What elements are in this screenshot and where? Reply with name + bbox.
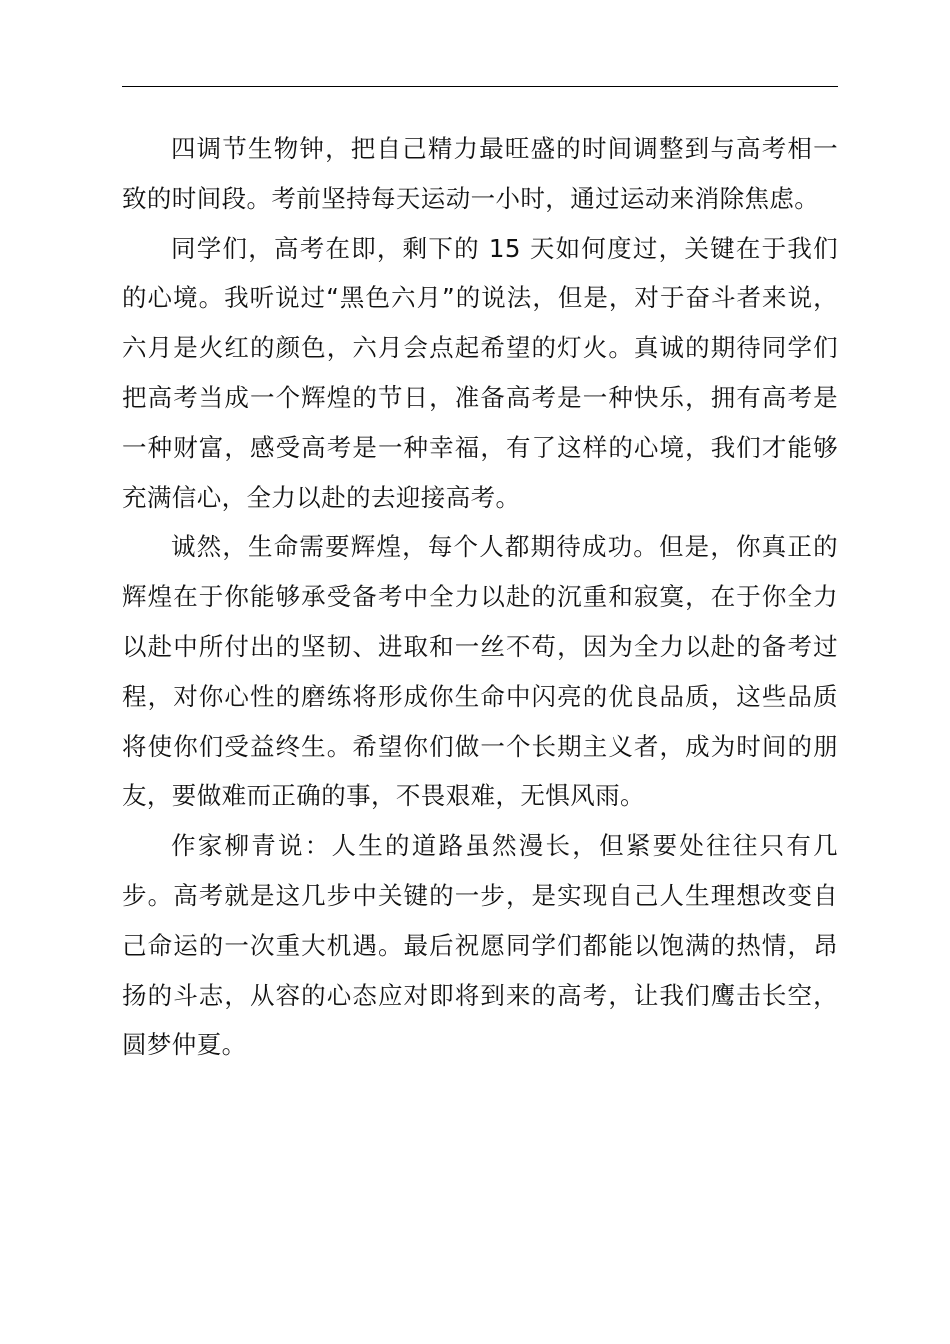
paragraph: 诚然，生命需要辉煌，每个人都期待成功。但是，你真正的辉煌在于你能够承受备考中全力以赴的沉重和寂寞，在于你全力以赴中所付出的坚韧、进取和一丝不苟，因为全力以赴的备考过程，对你心性的磨练将形成你生命中闪亮的优良品质，这些品质将使你们受益终生。希望你们做一个长期主义者，成为时间的朋友，要做难而正确的事，不畏艰难，无惧风雨。 — [122, 532, 838, 811]
paragraph: 作家柳青说：人生的道路虽然漫长，但紧要处往往只有几步。高考就是这几步中关键的一步，是实现自己人生理想改变自己命运的一次重大机遇。最后祝愿同学们都能以饱满的热情，昂扬的斗志，从容的心态应对即将到来的高考，让我们鹰击长空，圆梦仲夏。 — [122, 831, 838, 1060]
paragraph: 同学们，高考在即，剩下的 15 天如何度过，关键在于我们的心境。我听说过“黑色六月”的说法，但是，对于奋斗者来说，六月是火红的颜色，六月会点起希望的灯火。真诚的期待同学们把高考当成一个辉煌的节日，准备高考是一种快乐，拥有高考是一种财富，感受高考是一种幸福，有了这样的心境，我们才能够充满信心，全力以赴的去迎接高考。 — [122, 233, 838, 512]
paragraph: 四调节生物钟，把自己精力最旺盛的时间调整到与高考相一致的时间段。考前坚持每天运动一小时，通过运动来消除焦虑。 — [122, 134, 838, 213]
body-text — [122, 124, 838, 1070]
header-rule — [122, 86, 838, 87]
